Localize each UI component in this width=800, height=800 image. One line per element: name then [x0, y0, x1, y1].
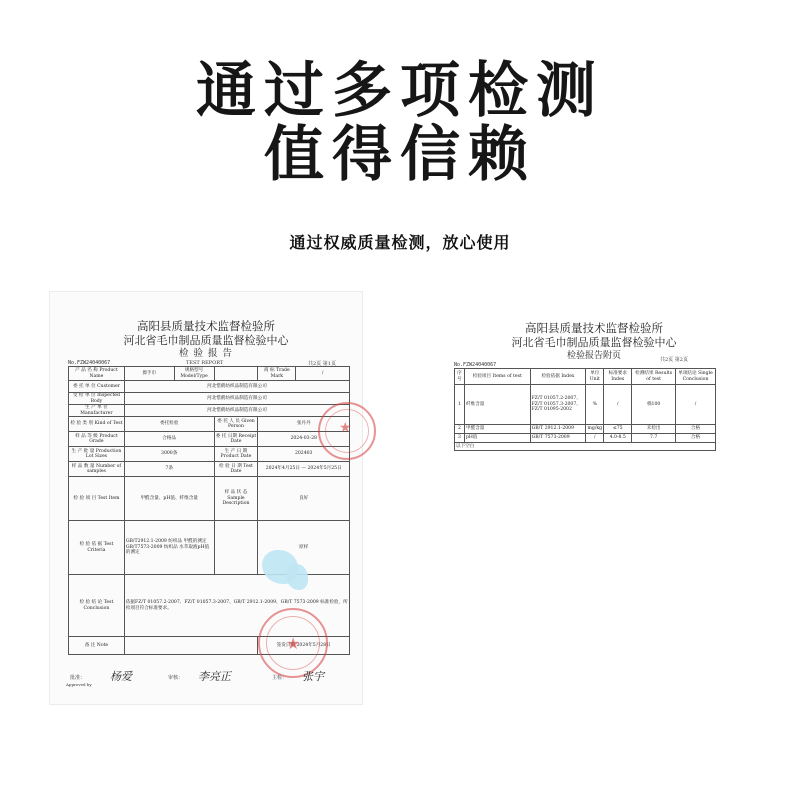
- test-report-sheet: [50, 292, 362, 704]
- table-cell: 甲醛含量: [464, 425, 530, 434]
- table-cell: GB/T 7573-2009: [530, 434, 586, 443]
- field-value: 良好: [258, 477, 350, 521]
- table-cell: 4.0-8.5: [604, 434, 632, 443]
- main-inspector-signature: 张宇: [302, 670, 324, 683]
- field-value: 202403: [258, 447, 350, 462]
- table-row: [69, 521, 350, 575]
- approved-label: 批准：: [70, 675, 86, 681]
- field-value: 擦手巾: [124, 367, 174, 381]
- field-value: /: [296, 367, 350, 381]
- field-label: 委 托 日期 Receipt Date: [214, 432, 258, 447]
- appendix-org-2: 河北省毛巾制品质量监督检验中心: [511, 336, 677, 349]
- field-value: 7条: [124, 462, 214, 477]
- table-cell: 合格: [676, 434, 716, 443]
- field-label: 检 验 项 目 Test Item: [69, 477, 125, 521]
- field-label: 检 验 类 别 Kind of Test: [69, 417, 125, 432]
- table-row: [455, 385, 716, 425]
- field-label: 委 托 单 位 Customer: [69, 381, 125, 393]
- field-value: 河北惜鹤纺织品制造有限公司: [124, 381, 349, 393]
- table-row: [69, 405, 350, 417]
- report-org-2: 河北省毛巾制品质量监督检验中心: [123, 334, 289, 347]
- approved-label-en: Approved by: [66, 682, 92, 687]
- field-value: 委托检验: [124, 417, 214, 432]
- field-label: 检 验 依 据 Test Criteria: [69, 521, 125, 575]
- table-cell: /: [676, 385, 716, 425]
- field-label: 商 标 Trade Mark: [258, 367, 296, 381]
- report-number: No.FZW24040067: [68, 360, 111, 366]
- field-label: 规格型号 Model/Type: [174, 367, 214, 381]
- table-header-row: [455, 369, 716, 385]
- table-cell: 2: [455, 425, 465, 434]
- table-row: [69, 477, 350, 521]
- column-header: 检验依据 Index: [530, 369, 586, 385]
- table-footer: 以下空白: [455, 443, 716, 451]
- field-label: 生 产 日 期 Product Date: [214, 447, 258, 462]
- blue-smudge: [286, 564, 308, 590]
- table-footer-row: [455, 443, 716, 451]
- field-label: 生 产 单 位 Manufacturer: [69, 405, 125, 417]
- field-value: 签发日期 2024年5月28日: [258, 637, 350, 655]
- field-label: 样 品 数 量 Number of samples: [69, 462, 125, 477]
- column-header: 检测结果 Results of test: [632, 369, 676, 385]
- report-appendix-sheet: [438, 292, 750, 712]
- field-label: [214, 521, 258, 575]
- field-label: 备 注 Note: [69, 637, 125, 655]
- field-value: [124, 637, 258, 655]
- review-signature: 李亮正: [198, 670, 231, 683]
- field-value: 合格品: [124, 432, 214, 447]
- table-cell: 3: [455, 434, 465, 443]
- seal-star-icon: ★: [339, 420, 352, 436]
- field-value: 2024年4月25日 — 2024年5月25日: [258, 462, 350, 477]
- table-cell: 合格: [676, 425, 716, 434]
- table-cell: /: [586, 434, 604, 443]
- field-value: [214, 367, 258, 381]
- field-label: 样 品 状 态 Sample Description: [214, 477, 258, 521]
- report-title-en: TEST REPORT: [186, 360, 224, 366]
- review-label: 审核：: [168, 675, 184, 681]
- table-row: [69, 393, 350, 405]
- table-cell: /: [604, 385, 632, 425]
- table-cell: pH值: [464, 434, 530, 443]
- report-title: 检 验 报 告: [178, 348, 234, 359]
- table-row: [455, 425, 716, 434]
- subtitle: 通过权威质量检测，放心使用: [289, 233, 511, 252]
- field-label: 受 检 单 位 Inspected Body: [69, 393, 125, 405]
- table-cell: 棉100: [632, 385, 676, 425]
- column-header: 单项结论 Single Conclusion: [676, 369, 716, 385]
- headline-line-1: 通过多项检测: [196, 56, 604, 126]
- appendix-page: 共2页 第2页: [660, 357, 688, 363]
- headline-line-2: 值得信赖: [264, 120, 536, 190]
- field-value: 甲醛含量、pH值、纤维含量: [124, 477, 214, 521]
- field-value: 原样: [258, 521, 350, 575]
- table-row: [69, 417, 350, 432]
- field-value: 张丹丹: [258, 417, 350, 432]
- table-row: [69, 432, 350, 447]
- table-row: [69, 381, 350, 393]
- report-org-1: 高阳县质量技术监督检验所: [137, 319, 275, 333]
- seal-star-icon: ★: [286, 634, 301, 653]
- table-row: [69, 367, 350, 381]
- field-value: 河北惜鹤纺织品制造有限公司: [124, 393, 349, 405]
- column-header: 序号: [455, 369, 465, 385]
- field-label: 委 托 人 员 Given Person: [214, 417, 258, 432]
- field-value: 河北惜鹤纺织品制造有限公司: [124, 405, 349, 417]
- table-cell: 7.7: [632, 434, 676, 443]
- table-cell: 纤维含量: [464, 385, 530, 425]
- table-cell: ≤75: [604, 425, 632, 434]
- table-cell: 1: [455, 385, 465, 425]
- appendix-report-number: No.FZW24040067: [454, 362, 497, 368]
- field-value: 2024-03-28: [258, 432, 350, 447]
- column-header: 标准要求 Index: [604, 369, 632, 385]
- column-header: 检验项目 Items of test: [464, 369, 530, 385]
- field-label: 生 产 批 量 Production Lot Sizes: [69, 447, 125, 462]
- table-cell: %: [586, 385, 604, 425]
- table-row: [69, 447, 350, 462]
- table-cell: FZ/T 01057.2-2007、FZ/T 01057.3-2007、FZ/T 01095-2002: [530, 385, 586, 425]
- field-value: 依据FZ/T 01057.2-2007、FZ/T 01057.3-2007、GB/T 2912.1-2009、GB/T 7573-2009 标准检验，所检项目符合标准要求。: [124, 575, 349, 637]
- approved-signature: 杨爱: [110, 670, 132, 683]
- field-value: GB/T2912.1-2009 纺织品 甲醛的测定 GB/T7573-2009 纺织品 水萃取液pH值的测定: [124, 521, 214, 575]
- table-cell: mg/kg: [586, 425, 604, 434]
- field-label: 产 品 名 称 Product Name: [69, 367, 125, 381]
- field-value: 3000条: [124, 447, 214, 462]
- table-cell: GB/T 2912.1-2009: [530, 425, 586, 434]
- appendix-org-1: 高阳县质量技术监督检验所: [525, 321, 663, 335]
- column-header: 单位 Unit: [586, 369, 604, 385]
- table-cell: 未检出: [632, 425, 676, 434]
- main-inspector-label: 主检：: [272, 675, 288, 681]
- table-row: [69, 462, 350, 477]
- field-label: 样 品 等 级 Product Grade: [69, 432, 125, 447]
- field-label: 检 验 日 期 Test Date: [214, 462, 258, 477]
- appendix-table: [454, 368, 716, 451]
- report-page: 共2页 第1页: [308, 361, 336, 367]
- field-label: 检 验 结 论 Test Conclusion: [69, 575, 125, 637]
- appendix-title: 检验报告附页: [566, 351, 621, 361]
- table-row: [455, 434, 716, 443]
